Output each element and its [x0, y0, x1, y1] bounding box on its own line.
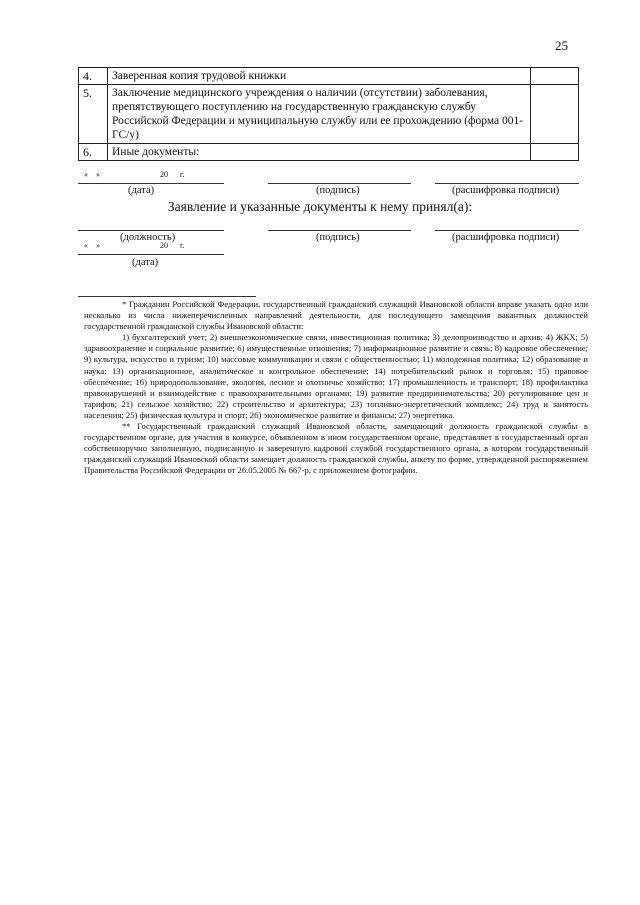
decoding-underline	[435, 183, 579, 184]
footnote-1-intro: * Гражданин Российской Федерации, государственный гражданский служащий Ивановской области вправе указать одно или несколько из числа нижеперечисленных направлений деятельности, для последующего замещения вакантных должностей государственной гражданской службы Ивановской области:	[84, 299, 588, 332]
signature-caption: (подпись)	[316, 185, 360, 196]
footnote-separator	[78, 296, 256, 297]
row-number: 6.	[79, 144, 108, 161]
date-caption: (дата)	[128, 185, 155, 196]
row-check-cell	[531, 85, 579, 144]
row-check-cell	[531, 68, 579, 85]
footnote-1-list: 1) бухгалтерский учет; 2) внешнеэкономические связи, инвестиционная политика; 3) делопроизводство и архив; 4) ЖКХ; 5) здравоохранение и социальное развитие; 6) имущественные отношения; 7) информационное развитие и связь; 8) кадровое обеспечение; 9) культура, искусство и туризм; 10) массовые коммуникации и связи с общественностью; 11) молодежная политика; 12) образование и наука; 13) организационное, аналитическое и контрольное обеспечение; 14) потребительский рынок и торговля; 15) правовое обеспечение; 16) природопользование, экология, лесное и охотничье хозяйство; 17) промышленность и транспорт; 18) профилактика правонарушений и взаимодействие с правоохранительными органами; 19) развитие предпринимательства; 20) регулирование цен и тарифов; 21) сельское хозяйство; 22) строительство и архитектура; 23) топливно-энергетический комплекс; 24) труд и занятость населения; 25) физическая культура и спорт; 26) экономическое развитие и финансы; 27) энергетика.	[84, 332, 588, 420]
footnotes	[84, 299, 588, 477]
table-row	[79, 85, 579, 144]
row-text: Заверенная копия трудовой книжки	[108, 68, 531, 85]
acceptance-statement: Заявление и указанные документы к нему принял(а):	[167, 199, 473, 214]
table-row	[79, 144, 579, 161]
date-underline	[78, 254, 224, 255]
row-text: Заключение медицинского учреждения о наличии (отсутствии) заболевания, препятствующего поступлению на государственную гражданскую службу Российской Федерации и муниципальную службу или ее прохождению (форма 001-ГС/у)	[108, 85, 531, 144]
row-check-cell	[531, 144, 579, 161]
row-number: 4.	[79, 68, 108, 85]
position-caption: (должность)	[120, 232, 176, 243]
date-line: « » 20 г.	[84, 241, 185, 250]
date-underline	[78, 183, 224, 184]
table-row	[79, 68, 579, 85]
decoding-caption: (расшифровка подписи)	[452, 232, 560, 243]
date-line: « » 20 г.	[84, 170, 185, 179]
page-number: 25	[555, 38, 568, 53]
decoding-underline	[435, 230, 579, 231]
documents-table	[78, 67, 579, 161]
signature-underline	[268, 183, 411, 184]
decoding-caption: (расшифровка подписи)	[452, 185, 560, 196]
row-text: Иные документы:	[108, 144, 531, 161]
position-underline	[78, 230, 224, 231]
signature-underline	[268, 230, 411, 231]
footnote-2: ** Государственный гражданский служащий Ивановской области, замещающий должность гражданской службы в государственном органе, для участия в конкурсе, объявленном в ином государственном органе, представляет в государственный орган собственноручно заполненную, подписанную и заверенную кадровой службой государственного органа, в котором государственный гражданский служащий Ивановской области замещает должность гражданской службы, анкету по форме, утвержденной распоряжением Правительства Российской Федерации от 26.05.2005 № 667-р, с приложением фотографии.	[84, 421, 588, 476]
row-number: 5.	[79, 85, 108, 144]
date-caption: (дата)	[132, 257, 159, 268]
signature-caption: (подпись)	[316, 232, 360, 243]
